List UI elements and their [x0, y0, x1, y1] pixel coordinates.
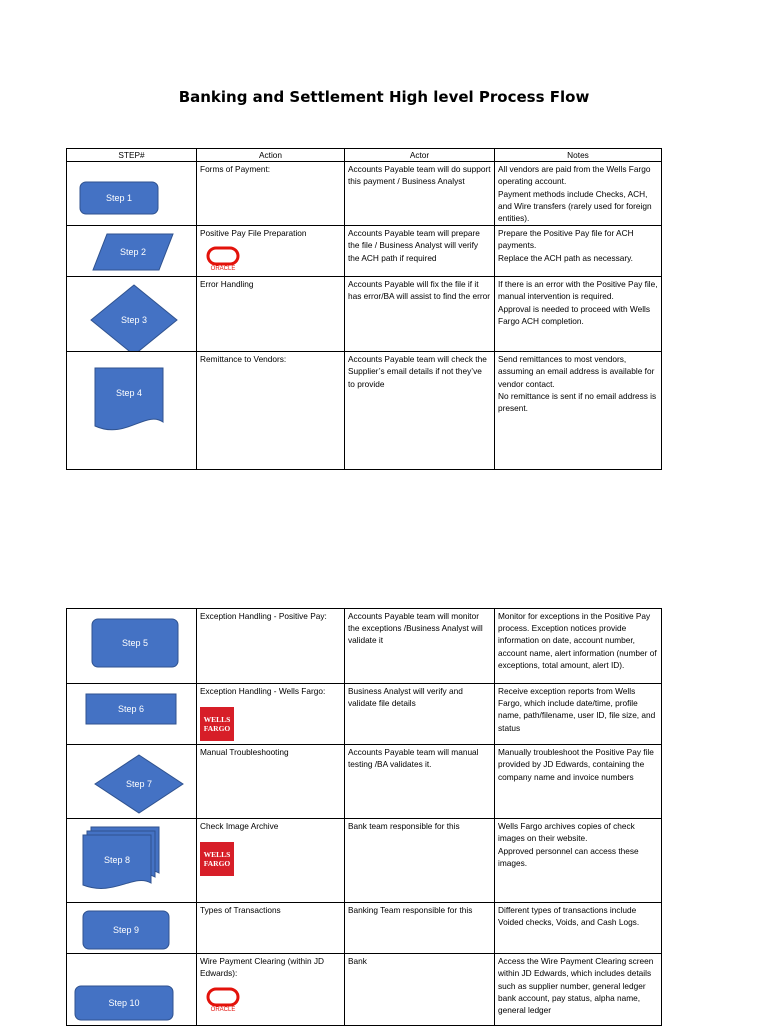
table-header-row — [67, 149, 662, 162]
table-row — [67, 226, 662, 277]
actor-cell: Bank — [345, 954, 495, 1026]
header-action: Action — [197, 149, 345, 162]
step-cell — [67, 609, 197, 684]
actor-cell: Banking Team responsible for this — [345, 903, 495, 954]
notes-cell: Send remittances to most vendors, assuming an email address is available for vendor contact. No remittance is sent if no email address is present. — [495, 352, 662, 470]
notes-cell: If there is an error with the Positive Pay file, manual intervention is required. Approval is needed to proceed with Wells Fargo ACH completion. — [495, 277, 662, 352]
table-row — [67, 954, 662, 1026]
flowchart-shape — [67, 819, 197, 903]
page-title: Banking and Settlement High level Process Flow — [178, 88, 590, 106]
step-label: Step 2 — [119, 247, 147, 258]
notes-cell: Manually troubleshoot the Positive Pay file provided by JD Edwards, containing the company name and invoice numbers — [495, 745, 662, 819]
actor-cell: Business Analyst will verify and validate file details — [345, 684, 495, 745]
flowchart-shape — [67, 352, 197, 470]
step-label: Step 4 — [115, 388, 143, 399]
notes-cell: Wells Fargo archives copies of check images on their website. Approved personnel can access these images. — [495, 819, 662, 903]
actor-cell: Accounts Payable will fix the file if it has error/BA will assist to find the error — [345, 277, 495, 352]
flowchart-shape — [67, 903, 197, 954]
action-cell: Wire Payment Clearing (within JD Edwards): ORACLE — [197, 954, 345, 1026]
svg-text:WELLS: WELLS — [203, 715, 231, 725]
table-row — [67, 903, 662, 954]
table-row — [67, 162, 662, 226]
flowchart-shape — [67, 684, 197, 745]
action-cell: Positive Pay File Preparation ORACLE — [197, 226, 345, 277]
header-step: STEP# — [67, 149, 197, 162]
actor-cell: Accounts Payable team will check the Supplier’s email details if not they’ve to provide — [345, 352, 495, 470]
actor-cell: Accounts Payable team will do support this payment / Business Analyst — [345, 162, 495, 226]
table-row — [67, 352, 662, 470]
svg-text:ORACLE: ORACLE — [210, 1006, 236, 1012]
step-cell — [67, 226, 197, 277]
process-table-2 — [66, 608, 662, 1026]
actor-cell: Accounts Payable team will monitor the exceptions /Business Analyst will validate it — [345, 609, 495, 684]
flowchart-shape — [67, 226, 197, 277]
flowchart-shape — [67, 745, 197, 819]
actor-cell: Accounts Payable team will manual testing /BA validates it. — [345, 745, 495, 819]
action-cell: Forms of Payment: — [197, 162, 345, 226]
actor-cell: Accounts Payable team will prepare the file / Business Analyst will verify the ACH path if required — [345, 226, 495, 277]
step-label: Step 1 — [105, 193, 133, 204]
step-cell — [67, 277, 197, 352]
step-cell — [67, 745, 197, 819]
table-row — [67, 277, 662, 352]
step-label: Step 10 — [108, 998, 140, 1009]
notes-cell: Prepare the Positive Pay file for ACH payments. Replace the ACH path as necessary. — [495, 226, 662, 277]
svg-text:WELLS: WELLS — [203, 850, 231, 860]
action-cell: Remittance to Vendors: — [197, 352, 345, 470]
action-cell: Manual Troubleshooting — [197, 745, 345, 819]
table-row — [67, 609, 662, 684]
notes-cell: Monitor for exceptions in the Positive Pay process. Exception notices provide information on date, account number, account name, alert information (number of exceptions, total amount, alert ID). — [495, 609, 662, 684]
step-cell — [67, 903, 197, 954]
action-cell: Error Handling — [197, 277, 345, 352]
svg-text:ORACLE: ORACLE — [210, 266, 236, 272]
step-cell — [67, 954, 197, 1026]
step-label: Step 8 — [103, 855, 131, 866]
table-row — [67, 819, 662, 903]
step-cell — [67, 819, 197, 903]
actor-cell: Bank team responsible for this — [345, 819, 495, 903]
oracle-logo-icon — [200, 245, 240, 271]
step-label: Step 6 — [117, 704, 145, 714]
table-row — [67, 745, 662, 819]
svg-text:FARGO: FARGO — [203, 859, 231, 869]
notes-cell: All vendors are paid from the Wells Fargo operating account. Payment methods include Checks, ACH, and Wire transfers (rarely used for foreign entities). — [495, 162, 662, 226]
action-cell: Types of Transactions — [197, 903, 345, 954]
wells-fargo-logo-icon — [200, 842, 236, 878]
step-cell — [67, 684, 197, 745]
flowchart-shape — [67, 954, 197, 1026]
step-label: Step 5 — [121, 638, 149, 648]
step-cell — [67, 162, 197, 226]
action-cell: Exception Handling - Wells Fargo: WELLS FARGO — [197, 684, 345, 745]
step-label: Step 7 — [125, 779, 153, 790]
flowchart-shape — [67, 609, 197, 684]
svg-text:FARGO: FARGO — [203, 724, 231, 734]
notes-cell: Different types of transactions include Voided checks, Voids, and Cash Logs. — [495, 903, 662, 954]
header-notes: Notes — [495, 149, 662, 162]
step-cell — [67, 352, 197, 470]
step-label: Step 9 — [112, 925, 140, 936]
notes-cell: Access the Wire Payment Clearing screen within JD Edwards, which includes details such as supplier number, general ledger bank account, pay status, alpha name, general ledger — [495, 954, 662, 1026]
wells-fargo-logo-icon — [200, 707, 236, 743]
notes-cell: Receive exception reports from Wells Fargo, which include date/time, profile name, path/filename, user ID, file size, and status — [495, 684, 662, 745]
flowchart-shape — [67, 277, 197, 352]
header-actor: Actor — [345, 149, 495, 162]
flowchart-shape — [67, 162, 197, 226]
process-table-1 — [66, 148, 662, 470]
step-label: Step 3 — [120, 315, 148, 326]
action-cell: Check Image Archive WELLS FARGO — [197, 819, 345, 903]
table-row — [67, 684, 662, 745]
action-cell: Exception Handling - Positive Pay: — [197, 609, 345, 684]
oracle-logo-icon — [200, 986, 240, 1012]
